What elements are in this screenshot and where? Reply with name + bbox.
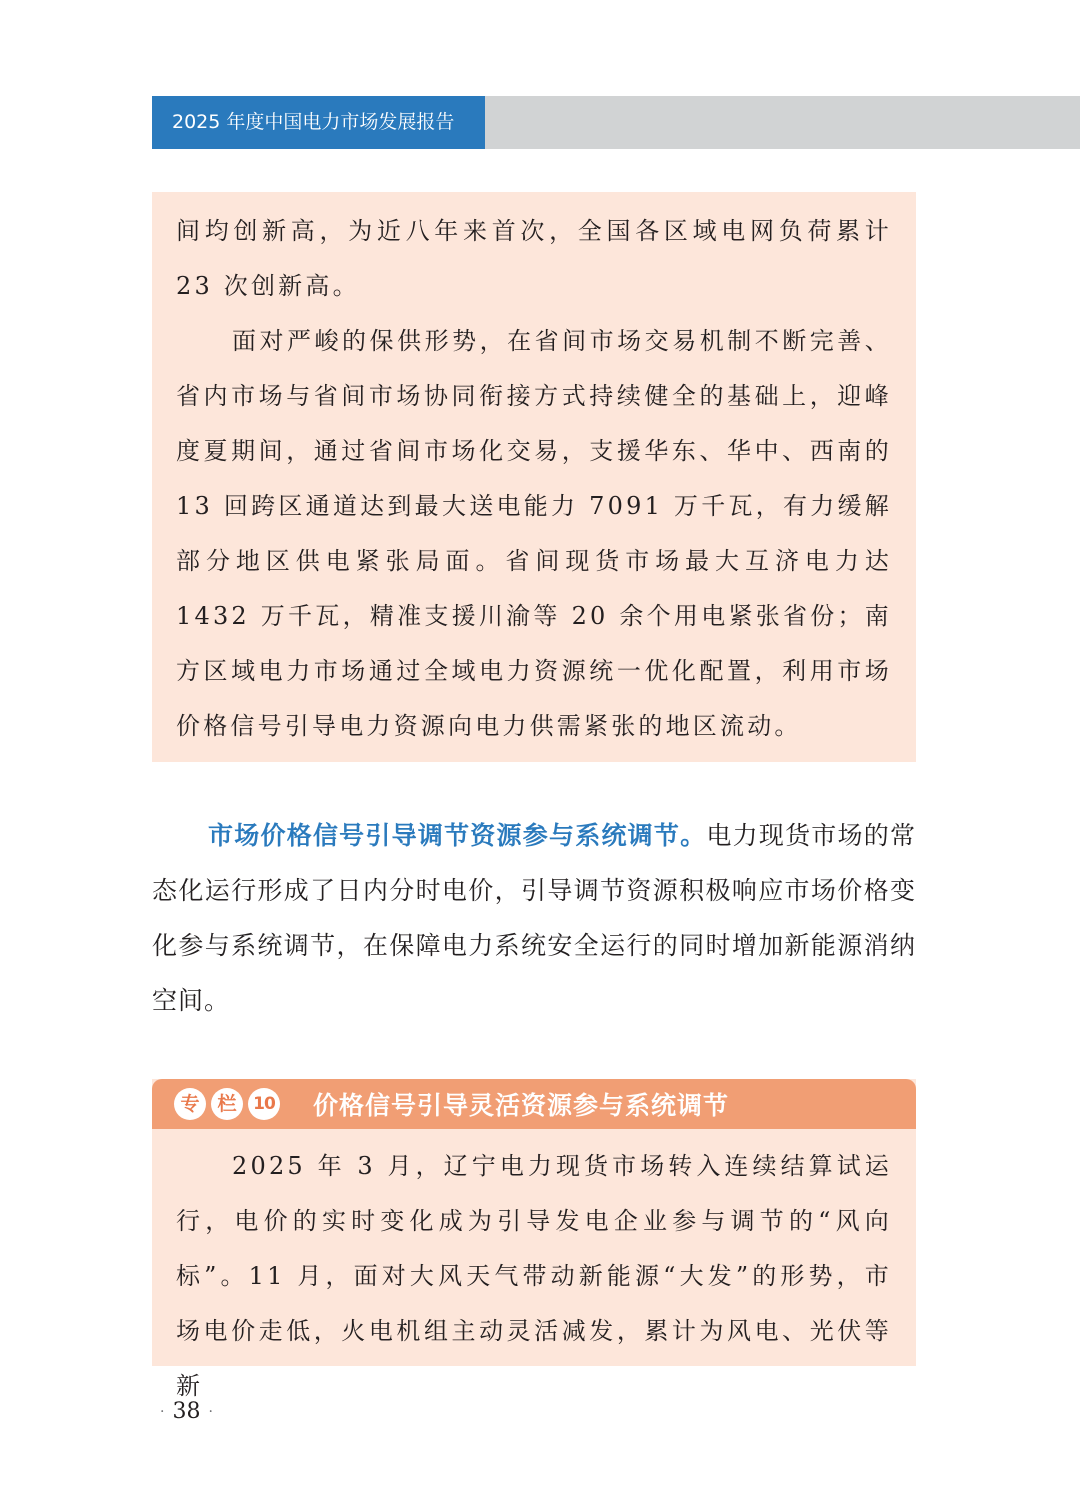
- highlight-box-continued: [152, 192, 916, 762]
- box-paragraph-2: 面对严峻的保供形势，在省间市场交易机制不断完善、省内市场与省间市场协同衔接方式持续健全的基础上，迎峰度夏期间，通过省间市场化交易，支援华东、华中、西南的 13 回跨区通道达到最大送电能力 7091 万千瓦，有力缓解部分地区供电紧张局面。省间现货市场最大互济电力达 1432 万千瓦，精准支援川渝等 20 余个用电紧张省份；南方区域电力市场通过全域电力资源统一优化配置，利用市场价格信号引导电力资源向电力供需紧张的地区流动。: [176, 327, 892, 740]
- page-number: [152, 1396, 221, 1428]
- report-title: 2025 年度中国电力市场发展报告: [152, 96, 485, 149]
- paragraph-text: 电力现货市场的常态化运行形成了日内分时电价，引导调节资源积极响应市场价格变化参与系统调节，在保障电力系统安全运行的同时增加新能源消纳空间。: [152, 821, 916, 1015]
- body-paragraph: [152, 808, 916, 1028]
- special-column-box: [152, 1079, 916, 1400]
- page-number-dot-right: ·: [208, 1404, 213, 1420]
- column-body: [152, 1139, 916, 1414]
- column-paragraph: 2025 年 3 月，辽宁电力现货市场转入连续结算试运行，电价的实时变化成为引导发电企业参与调节的“风向标”。11 月，面对大风天气带动新能源“大发”的形势，市场电价走低，火电机组主动灵活减发，累计为风电、光伏等新: [176, 1152, 892, 1400]
- column-badge-zhuan: 专: [174, 1088, 206, 1120]
- column-title: 价格信号引导灵活资源参与系统调节: [313, 1091, 730, 1120]
- column-badge-lan: 栏: [211, 1088, 243, 1120]
- column-number-badge: 10: [248, 1088, 280, 1120]
- page-number-dot-left: ·: [160, 1404, 165, 1420]
- paragraph-lead-heading: 市场价格信号引导调节资源参与系统调节。: [208, 821, 707, 850]
- box-paragraph-1: 间均创新高，为近八年来首次，全国各区域电网负荷累计23 次创新高。: [176, 217, 892, 300]
- column-header: [152, 1079, 916, 1129]
- page-number-value: 38: [172, 1399, 201, 1424]
